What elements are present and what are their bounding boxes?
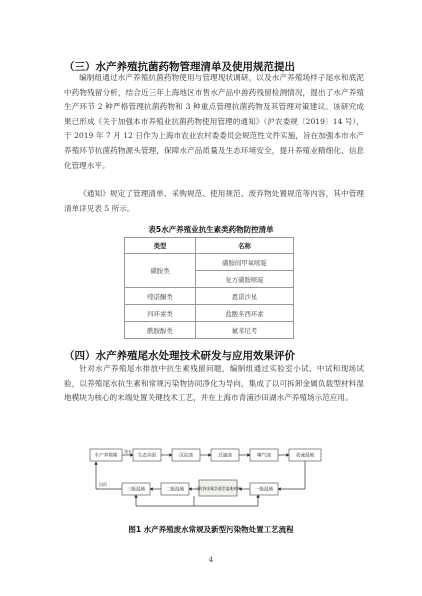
table-cell-name: 复方磺胺嘧啶 <box>196 271 294 288</box>
process-flow-diagram <box>88 446 336 516</box>
table-header: 类型 <box>125 238 196 254</box>
flow-edge-label: 回用 <box>99 482 107 487</box>
table-caption: 表5水产养殖业抗生素类药物防控清单 <box>148 225 274 234</box>
flow-node-label: 曝气池 <box>257 453 271 459</box>
flow-node-label: 生态沟渠 <box>137 453 157 459</box>
table-cell-category: 四环素类 <box>125 305 196 322</box>
flow-node-label: 三级湿地 <box>126 487 146 493</box>
flow-node-label: 沉淀池 <box>179 453 193 459</box>
figure-caption: 图1 水产养殖废水常规及新型污染物处置工艺流程 <box>128 525 294 534</box>
table-cell-name: 恩诺沙星 <box>196 288 294 305</box>
drug-list-table <box>124 237 294 339</box>
section-title: （四）水产养殖尾水处理技术研发与应用效果评价 <box>64 350 295 362</box>
table-cell-name: 盐酸多西环素 <box>196 305 294 322</box>
table-cell-category: 磺胺类 <box>125 254 196 288</box>
page-number: 4 <box>208 556 214 564</box>
flow-node-label: 表流湿地 <box>295 453 315 459</box>
flow-edge-label: 尾水 <box>124 449 132 454</box>
table-header: 名称 <box>196 238 294 254</box>
table-row <box>125 322 294 339</box>
flow-node-label: 水产养殖塘 <box>94 453 118 459</box>
table-row <box>125 305 294 322</box>
flow-node-label: 一级湿地 <box>254 487 274 493</box>
table-cell-category: 喹诺酮类 <box>125 288 196 305</box>
table-cell-name: 磺胺间甲氧嘧啶 <box>196 254 294 271</box>
flow-node-label: 可拆卸金属负载型湿地材料 <box>195 486 241 491</box>
table-cell-name: 氟苯尼考 <box>196 322 294 339</box>
paragraph: 针对水产养殖尾水排放中抗生素残留问题，编制组通过实验室小试、中试和现场试验，以养殖尾水抗生素和常规污染物协同净化为导向，集成了以可拆卸金属负载型材料湿地模块为核心的末端处置关键技术工艺，并在上海市青浦沙田湖水产养殖场示范应用。 <box>64 364 364 403</box>
table-row <box>125 254 294 271</box>
table-row <box>125 288 294 305</box>
flow-node-label: 过滤池 <box>218 453 232 459</box>
paragraph: 编制组通过水产养殖抗菌药物使用与管理现状调研，以及水产养殖场样子尾水和底泥中药物残留分析，结合近三年上海地区市售水产品中兽药残留检测情况，提出了水产养殖生产环节 2 种严格管理抗菌药物和 3 种重点管理抗菌药物及其管理对策建议。该研究成果已形成《关于加强本市养殖业抗菌药物使用管理的通知》（沪农委规〔2019〕14 号），于 2019 年 7 月 12 日作为上海市农业农村委委员会规范性文件实施，旨在加强本市水产养殖环节抗菌药物源头管理，保障水产品质量及生态环境安全，提升养殖业精细化、信息化管理水平。 <box>64 73 364 170</box>
flow-node-label: 二级湿地 <box>165 487 185 493</box>
table-cell-category: 酰胺醇类 <box>125 322 196 339</box>
section-title: （三）水产养殖抗菌药物管理清单及使用规范提出 <box>64 61 295 73</box>
table-header-row <box>125 238 294 254</box>
paragraph: 《通知》规定了管理清单、采购规范、使用规范、废弃物处置规范等内容，其中管理清单详见表 5 所示。 <box>64 189 364 213</box>
